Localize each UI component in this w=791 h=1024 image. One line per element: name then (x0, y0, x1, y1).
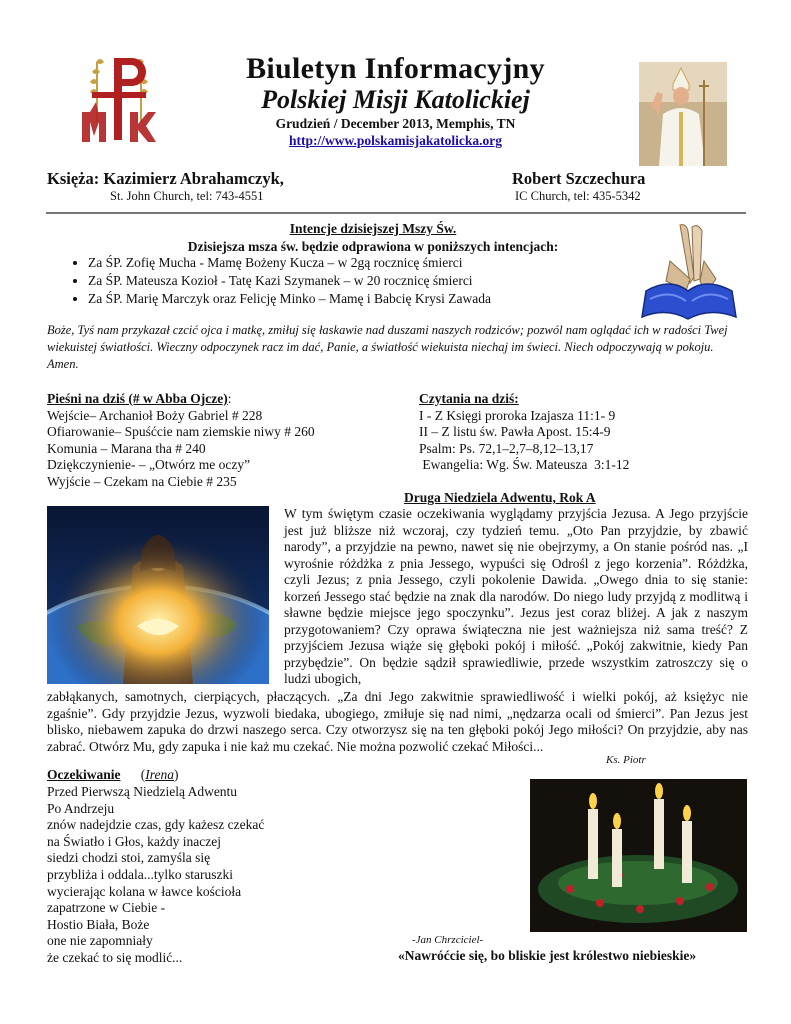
poem-line: Hostio Biała, Boże (47, 916, 150, 932)
readings-section (419, 391, 629, 474)
priest-left-church: St. John Church, tel: 743-4551 (110, 189, 264, 203)
advent-signature: Ks. Piotr (606, 754, 646, 766)
priest-left-name: Księża: Kazimierz Abrahamczyk, (47, 169, 284, 188)
website-link[interactable]: http://www.polskamisjakatolicka.org (288, 133, 503, 148)
intentions-list (70, 254, 491, 308)
poem-signature: -Jan Chrzciciel- (412, 934, 484, 946)
gospel-quote: «Nawróćcie się, bo bliskie jest królestwo niebieskie» (398, 948, 697, 963)
poem-line: znów nadejdzie czas, gdy każesz czekać (47, 817, 265, 833)
intention-item: • Za ŚP. Marię Marczyk oraz Felicję Minko – Mamę i Babcię Krysi Zawada (88, 290, 491, 308)
poem-text (47, 784, 264, 967)
songs-heading-colon: : (227, 391, 232, 406)
reading-item: II – Z listu św. Pawła Apost. 15:4-9 (419, 424, 611, 439)
jesus-earth-image (47, 506, 269, 684)
poem-line: zapatrzone w Ciebie - (47, 900, 166, 916)
praying-hands-image (640, 221, 738, 323)
reading-item: Psalm: Ps. 72,1–2,7–8,12–13,17 (419, 440, 594, 456)
poem-line: na Światło i Głos, każdy inaczej (47, 833, 221, 849)
advent-body-narrow: W tym świętym czasie oczekiwania wyglądamy przyjścia Jezusa. A Jego przyjście jest już bliższe niż wczoraj, czy tydzień temu. „Oto Pan przyjdzie, by zbawić narody”, a przyjdzie na pewno, nawet się nie obejrzymy, a On stanie pośród nas. „I wyrośnie różdżka z pnia Jessego, wypuści się Odrośl z jego korzenia”. Różdżka, czyli Jezus; z pnia Jessego, czyli pokolenie Dawida. „Owego dnia to się stanie: korzeń Jessego stać będzie na znak dla narodów. Do niego ludy przyjdą z modlitwą i sławne będzie miejsce jego spoczynku”. Jezus jest coraz bliżej. A jak z naszym przygotowaniem? Czy oprawa świąteczna nie jest ważniejsza niż sama treść? Z przyjściem Jezusa wiąże się głęboki pokój i miłość. „Pokój zakwitnie, kiedy Pan przybędzie”. On będzie sądził sprawiedliwie, przede wszystkim zatroszczy się o ludzi ubogich, (284, 506, 748, 686)
readings-heading: Czytania na dziś: (419, 391, 519, 406)
song-item: Dziękczynienie- – „Otwórz me oczy” (47, 457, 251, 472)
priest-right-church: IC Church, tel: 435-5342 (515, 189, 641, 203)
reading-item: Ewangelia: Wg. Św. Mateusza 3:1-12 (419, 457, 630, 472)
poem-line: wycierając kolana w ławce kościoła (47, 883, 242, 899)
header-divider (46, 212, 746, 214)
poem-line: Przed Pierwszą Niedzielą Adwentu (47, 784, 238, 799)
intentions-title: Intencje dzisiejszej Mszy Św. (289, 221, 457, 236)
songs-heading: Pieśni na dziś (# w Abba Ojcze) (47, 391, 228, 406)
song-item: Wejście– Archanioł Boży Gabriel # 228 (47, 407, 263, 423)
song-item: Wyjście – Czekam na Ciebie # 235 (47, 473, 237, 489)
advent-body-wide: zabłąkanych, samotnych, cierpiących, płaczących. „Za dni Jego zakwitnie sprawiedliwość i wielki pokój, aż księżyc nie zgaśnie”. Gdy przyjdzie Jezus, wyzwoli biedaka, ubogiego, zmiłuje się nad nimi, „nędzarza ocali od śmierci”. Pan Jezus jest blisko, niebawem zapuka do drzwi naszego serca. Czy otworzysz się na ten głęboki pokój Jego miłości? On przyjdzie, aby nas zabrać. Otwórz Mu, gdy zapuka i nie każ mu czekać. Nie można pozwolić czekać Miłości... (47, 689, 748, 754)
poem-line: przybliża i oddala...tylko staruszki (47, 866, 233, 882)
prayer-text: Boże, Tyś nam przykazał czcić ojca i matkę, zmiłuj się łaskawie nad duszami naszych rodziców; pozwól nam oglądać ich w radości Twej wiekuistej światłości. Wieczny odpoczynek racz im dać, Panie, a światłość wiekuista niechaj im świeci. Niech odpoczywają w pokoju. Amen. (47, 323, 728, 371)
songs-section (47, 391, 315, 490)
poem-title: Oczekiwanie (47, 767, 121, 782)
poem-line: że czekać to się modlić... (47, 949, 183, 965)
song-item: Ofiarowanie– Spuśćcie nam ziemskie niwy # 260 (47, 424, 315, 439)
poem-author: Irena (145, 767, 174, 782)
newsletter-title: Biuletyn Informacyjny (246, 52, 545, 85)
advent-wreath-image (530, 779, 747, 932)
intention-item: • Za ŚP. Mateusza Kozioł - Tatę Kazi Szymanek – w 20 rocznicę śmierci (88, 272, 491, 290)
poem-line: one nie zapomniały (47, 933, 153, 949)
advent-title: Druga Niedziela Adwentu, Rok A (404, 490, 596, 505)
reading-item: I - Z Księgi proroka Izajasza 11:1- 9 (419, 407, 616, 423)
newsletter-subtitle: Polskiej Misji Katolickiej (261, 85, 530, 114)
song-item: Komunia – Marana tha # 240 (47, 440, 206, 456)
intentions-subtitle: Dzisiejsza msza św. będzie odprawiona w poniższych intencjach: (187, 239, 559, 254)
poem-heading: Oczekiwanie (Irena) (47, 767, 179, 782)
poem-line: siedzi chodzi stoi, zamyśla się (47, 850, 211, 866)
poem-line: Po Andrzeju (47, 800, 115, 816)
intention-item: • Za ŚP. Zofię Mucha - Mamę Bożeny Kucza – w 2gą rocznicę śmierci (88, 254, 491, 272)
issue-date: Grudzień / December 2013, Memphis, TN (275, 116, 516, 131)
priest-right-name: Robert Szczechura (512, 169, 646, 188)
